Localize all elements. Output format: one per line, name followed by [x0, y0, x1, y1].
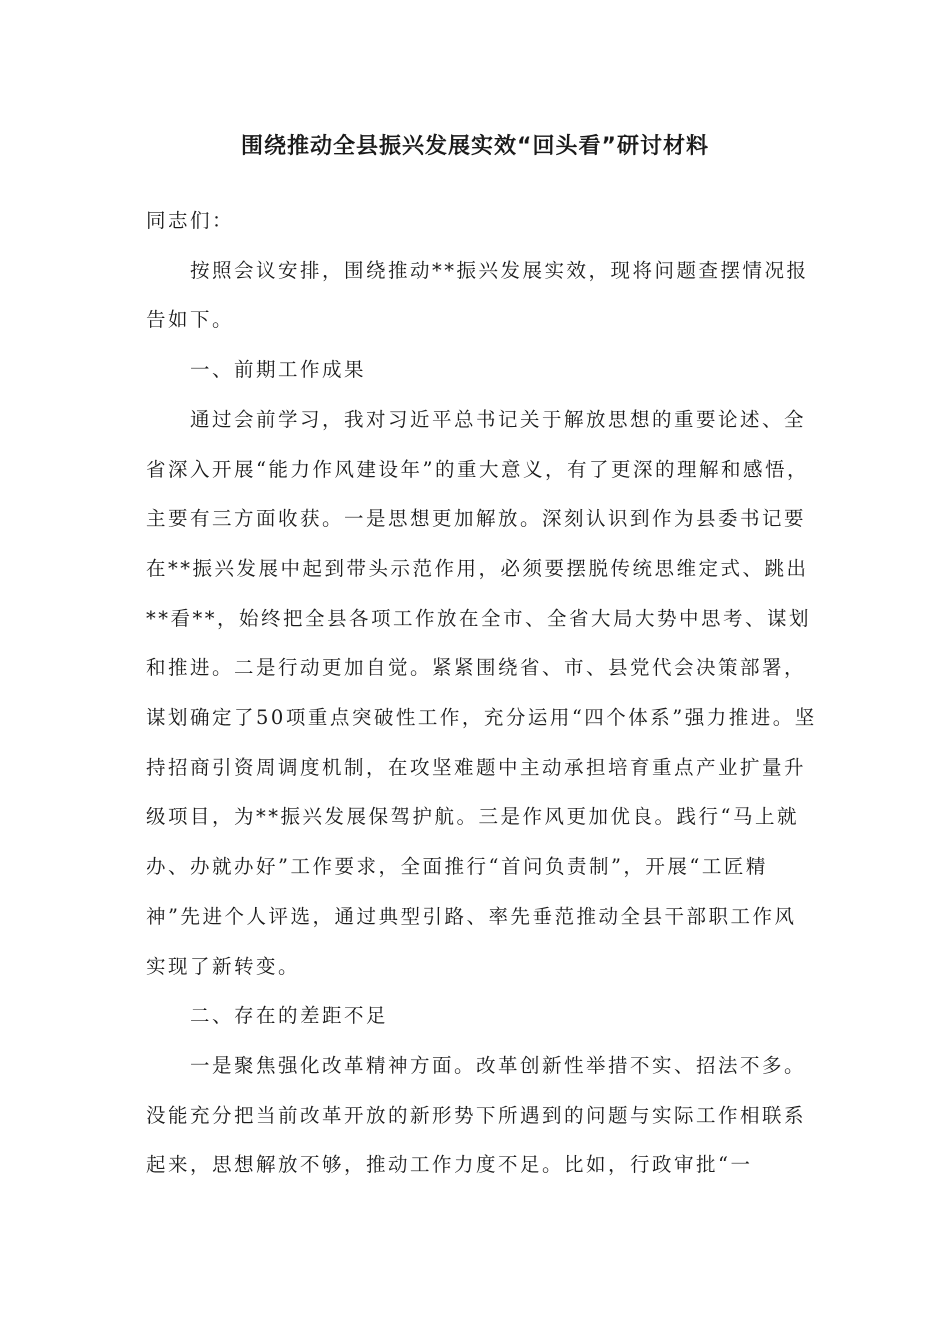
salutation: 同志们： [146, 209, 235, 232]
section-heading-1: 一、前期工作成果 [190, 358, 367, 382]
paragraph-achievements: 通过会前学习，我对习近平总书记关于解放思想的重要论述、全省深入开展“能力作风建设年”的重大意义，有了更深的理解和感悟，主要有三方面收获。一是思想更加解放。深刻认识到作为县委书记要在**振兴发展中起到带头示范作用，必须要摆脱传统思维定式、跳出**看**，始终把全县各项工作放在全市、全省大局大势中思考、谋划和推进。二是行动更加自觉。紧紧围绕省、市、县党代会决策部署，谋划确定了50项重点突破性工作，充分运用“四个体系”强力推进。坚持招商引资周调度机制，在攻坚难题中主动承担培育重点产业扩量升级项目，为**振兴发展保驾护航。三是作风更加优良。践行“马上就办、办就办好”工作要求，全面推行“首问负责制”，开展“工匠精神”先进个人评选，通过典型引路、率先垂范推动全县干部职工作风实现了新转变。 [146, 407, 817, 978]
paragraph-shortcomings: 一是聚焦强化改革精神方面。改革创新性举措不实、招法不多。没能充分把当前改革开放的新形势下所遇到的问题与实际工作相联系起来，思想解放不够，推动工作力度不足。比如，行政审批“一 [146, 1053, 807, 1177]
paragraph-intro: 按照会议安排，围绕推动**振兴发展实效，现将问题查摆情况报告如下。 [146, 258, 809, 332]
document-body [146, 196, 818, 1190]
document-title: 围绕推动全县振兴发展实效“回头看”研讨材料 [241, 134, 709, 159]
section-heading-2: 二、存在的差距不足 [190, 1004, 389, 1028]
